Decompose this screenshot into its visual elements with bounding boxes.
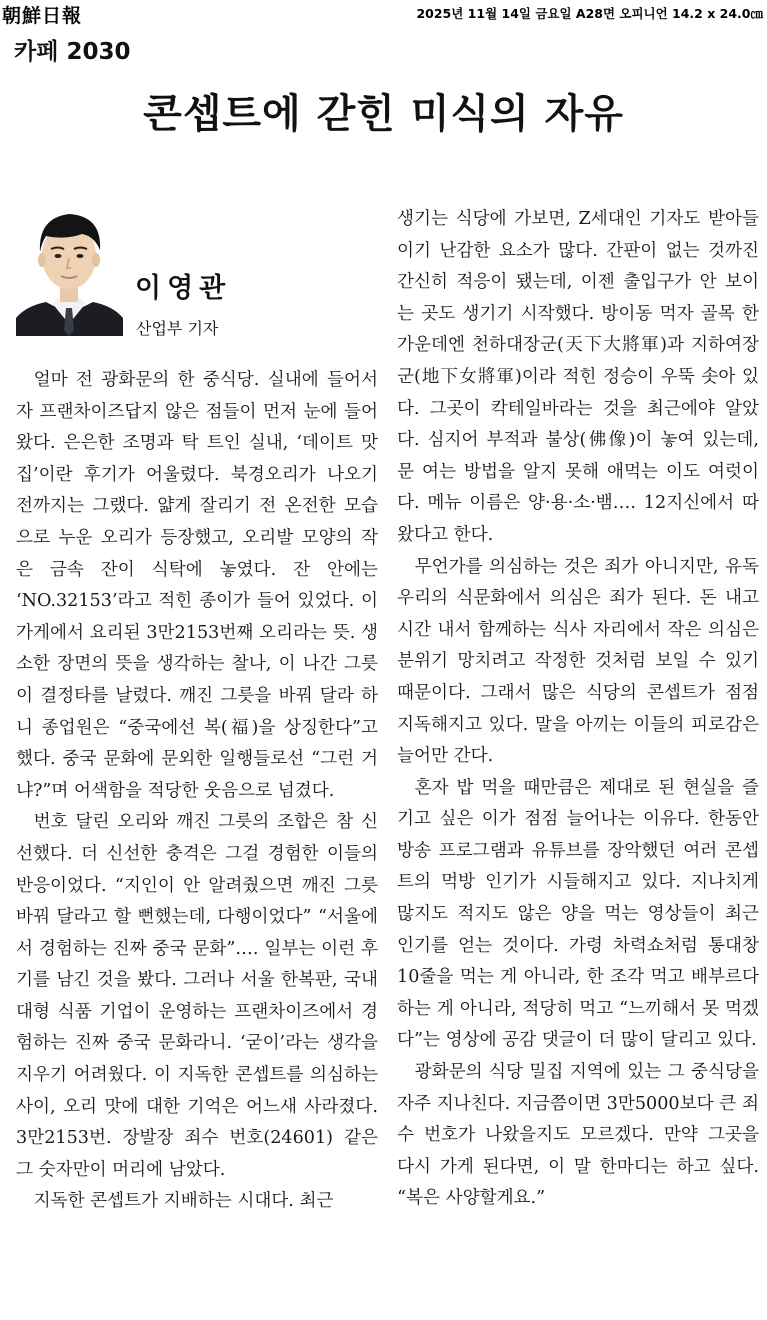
article-column-right <box>397 204 759 1215</box>
paragraph: 번호 달린 오리와 깨진 그릇의 조합은 참 신선했다. 더 신선한 충격은 그걸 경험한 이들의 반응이었다. “지인이 안 알려줬으면 깨진 그릇 바꿔 달라고 할 뻔했는데, 다행이었다” “서울에서 경험하는 진짜 중국 문화”…. 일부는 이런 후기를 남긴 것을 봤다. 그러나 서울 한복판, 국내 대형 식품 기업이 운영하는 프랜차이즈에서 경험하는 진짜 중국 문화라니. ‘굳이’라는 생각을 지우기 어려웠다. 이 지독한 콘셉트를 의심하는 사이, 오리 맛에 대한 기억은 어느새 사라졌다. 3만2153번. 장발장 죄수 번호(24601) 같은 그 숫자만이 머리에 남았다. <box>16 812 378 1180</box>
paragraph: 무언가를 의심하는 것은 죄가 아니지만, 유독 우리의 식문화에서 의심은 죄가 된다. 돈 내고 시간 내서 함께하는 식사 자리에서 작은 의심은 분위기 망치려고 작정한 것처럼 보일 수 있기 때문이다. 그래서 많은 식당의 콘셉트가 점점 지독해지고 있다. 말을 아끼는 이들의 피로감은 늘어만 간다. <box>397 556 759 767</box>
paragraph: 지독한 콘셉트가 지배하는 시대다. 최근 <box>33 1191 334 1212</box>
paragraph: 혼자 밥 먹을 때만큼은 제대로 된 현실을 즐기고 싶은 이가 점점 늘어나는 이유다. 한동안 방송 프로그램과 유튜브를 장악했던 여러 콘셉트의 먹방 인기가 시들해지고 있다. 지나치게 많지도 적지도 않은 양을 먹는 영상들이 최근 인기를 얻는 것이다. 가령 차력쇼처럼 통대창 10줄을 먹는 게 아니라, 한 조각 먹고 배부르다 하는 게 아니라, 적당히 먹고 “느끼해서 못 먹겠다”는 영상에 공감 댓글이 더 많이 달리고 있다. <box>397 777 759 1051</box>
column-label: 카페 2030 <box>14 39 131 65</box>
article-column-left <box>16 365 378 1218</box>
paragraph: 얼마 전 광화문의 한 중식당. 실내에 들어서자 프랜차이즈답지 않은 점들이 먼저 눈에 들어왔다. 은은한 조명과 탁 트인 실내, ‘데이트 맛집’이란 후기가 어울렸다. 북경오리가 나오기 전까지는 그랬다. 얇게 잘리기 전 온전한 모습으로 누운 오리가 등장했고, 오리발 모양의 작은 금속 잔이 식탁에 놓였다. 잔 안에는 ‘NO.32153’라고 적힌 종이가 들어 있었다. 이 가게에서 요리된 3만2153번째 오리라는 뜻. 생소한 장면의 뜻을 생각하는 찰나, 이 나간 그릇이 결정타를 날렸다. 깨진 그릇을 바꿔 달라 하니 종업원은 “중국에선 복(福)을 상징한다”고 했다. 중국 문화에 문외한 일행들로선 “그런 거냐?”며 어색함을 적당한 웃음으로 넘겼다. <box>16 370 378 801</box>
author-portrait <box>16 206 123 336</box>
masthead <box>0 0 767 30</box>
author-role: 산업부 기자 <box>136 319 219 338</box>
paragraph-continuation: 생기는 식당에 가보면, Z세대인 기자도 받아들이기 난감한 요소가 많다. 간판이 없는 것까진 간신히 적응이 됐는데, 이젠 출입구가 안 보이는 곳도 생기기 시작했다. 방이동 먹자 골목 한가운데엔 천하대장군(天下大將軍)과 지하여장군(地下女將軍)이라 적힌 정승이 우뚝 솟아 있다. 그곳이 칵테일바라는 것을 최근에야 알았다. 심지어 부적과 불상(佛像)이 놓여 있는데, 문 여는 방법을 알지 못해 애먹는 이도 여럿이다. 메뉴 이름은 양·용·소·뱀…. 12지신에서 따왔다고 한다. <box>397 209 759 545</box>
author-name: 이영관 <box>135 273 232 304</box>
paragraph: 광화문의 식당 밀집 지역에 있는 그 중식당을 자주 지나친다. 지금쯤이면 3만5000보다 큰 죄수 번호가 나왔을지도 모르겠다. 만약 그곳을 다시 가게 된다면, 이 말 한마디는 하고 싶다. “복은 사양할게요.” <box>397 1062 759 1209</box>
article-headline: 콘셉트에 갇힌 미식의 자유 <box>143 91 624 137</box>
newspaper-logo: 朝鮮日報 <box>2 5 83 27</box>
edition-info: 2025년 11월 14일 금요일 A28면 오피니언 14.2 x 24.0㎝ <box>416 6 763 21</box>
